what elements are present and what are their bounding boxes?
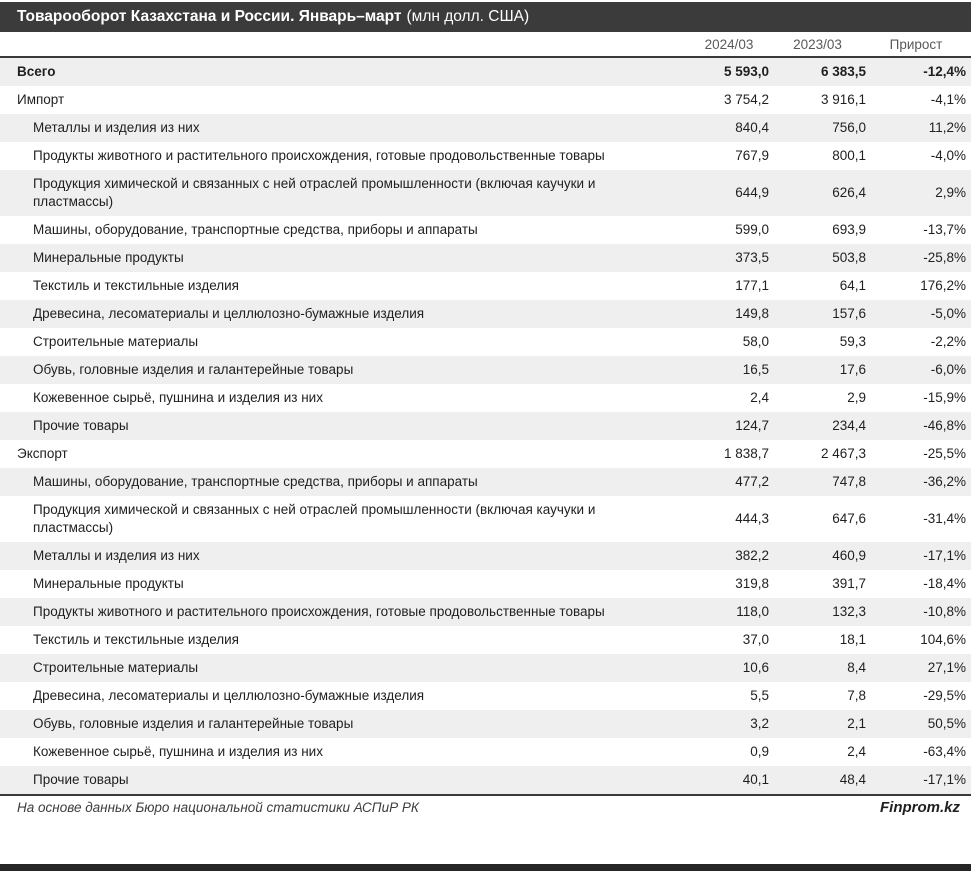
cell-growth: -4,1% [930, 92, 966, 107]
table-row [0, 244, 971, 272]
brand-logo-text: Finprom.kz [879, 798, 960, 816]
column-header-row [0, 32, 971, 58]
cell-value-2024: 599,0 [735, 222, 769, 237]
cell-value-2023: 18,1 [839, 632, 866, 647]
cell-growth: -17,1% [923, 548, 966, 563]
cell-growth: 11,2% [928, 120, 966, 135]
table-row [0, 682, 971, 710]
row-label: Продукция химической и связанных с ней отраслей промышленности (включая каучуки и пластмассы) [33, 502, 596, 535]
cell-value-2023: 2 467,3 [820, 446, 866, 461]
table-row [0, 272, 971, 300]
row-label: Строительные материалы [33, 660, 199, 675]
cell-value-2023: 391,7 [832, 576, 866, 591]
table-row [0, 626, 971, 654]
table-row [0, 356, 971, 384]
cell-growth: -17,1% [923, 772, 966, 787]
row-label: Импорт [17, 92, 65, 107]
cell-value-2023: 2,4 [847, 744, 866, 759]
cell-growth: -5,0% [930, 306, 966, 321]
cell-value-2024: 477,2 [735, 474, 769, 489]
cell-growth: -36,2% [923, 474, 966, 489]
cell-value-2023: 7,8 [847, 688, 866, 703]
table-row [0, 710, 971, 738]
row-label: Металлы и изделия из них [33, 548, 200, 563]
bottom-accent-bar [0, 864, 971, 871]
cell-value-2023: 647,6 [832, 511, 866, 526]
row-label: Текстиль и текстильные изделия [33, 278, 239, 293]
table-row [0, 300, 971, 328]
row-label: Экспорт [17, 446, 68, 461]
cell-growth: -15,9% [923, 390, 966, 405]
cell-growth: 27,1% [927, 660, 966, 675]
row-label: Продукты животного и растительного происхождения, готовые продовольственные товары [33, 148, 605, 163]
cell-value-2023: 626,4 [832, 185, 866, 200]
table-row [0, 766, 971, 794]
cell-value-2023: 6 383,5 [820, 64, 866, 79]
cell-value-2023: 3 916,1 [820, 92, 866, 107]
cell-growth: -29,5% [923, 688, 966, 703]
table-row [0, 440, 971, 468]
cell-value-2024: 767,9 [735, 148, 769, 163]
table-row [0, 114, 971, 142]
page-title-units: (млн долл. США) [406, 8, 530, 25]
cell-value-2024: 177,1 [735, 278, 769, 293]
row-label: Кожевенное сырьё, пушнина и изделия из них [33, 744, 323, 759]
cell-value-2024: 0,9 [750, 744, 769, 759]
cell-value-2024: 37,0 [742, 632, 769, 647]
table-row [0, 170, 971, 216]
row-label: Продукты животного и растительного происхождения, готовые продовольственные товары [33, 604, 605, 619]
cell-value-2024: 5,5 [750, 688, 769, 703]
cell-value-2024: 124,7 [735, 418, 769, 433]
table-row [0, 654, 971, 682]
row-label: Строительные материалы [33, 334, 199, 349]
cell-growth: -31,4% [923, 511, 966, 526]
row-label: Обувь, головные изделия и галантерейные товары [33, 362, 354, 377]
cell-value-2023: 460,9 [832, 548, 866, 563]
column-header-2024: 2024/03 [704, 36, 754, 52]
row-label: Машины, оборудование, транспортные средства, приборы и аппараты [33, 222, 478, 237]
table-row [0, 328, 971, 356]
cell-value-2024: 373,5 [735, 250, 769, 265]
cell-growth: -12,4% [923, 64, 966, 79]
cell-value-2023: 48,4 [839, 772, 866, 787]
cell-value-2024: 644,9 [735, 185, 769, 200]
cell-growth: -10,8% [923, 604, 966, 619]
cell-value-2024: 840,4 [735, 120, 769, 135]
table-row [0, 738, 971, 766]
table-row [0, 412, 971, 440]
table-row [0, 384, 971, 412]
table-body [0, 58, 971, 796]
table-row [0, 496, 971, 542]
table-row [0, 142, 971, 170]
row-label: Всего [17, 64, 56, 79]
cell-growth: -18,4% [923, 576, 966, 591]
table-row [0, 598, 971, 626]
cell-value-2024: 5 593,0 [723, 64, 769, 79]
cell-value-2024: 40,1 [742, 772, 769, 787]
cell-growth: 104,6% [920, 632, 966, 647]
cell-growth: -46,8% [923, 418, 966, 433]
table-row [0, 468, 971, 496]
cell-value-2023: 234,4 [832, 418, 866, 433]
cell-value-2024: 16,5 [742, 362, 769, 377]
cell-value-2024: 444,3 [735, 511, 769, 526]
cell-growth: -25,5% [923, 446, 966, 461]
title-bar [0, 2, 971, 32]
cell-value-2023: 503,8 [832, 250, 866, 265]
row-label: Обувь, головные изделия и галантерейные товары [33, 716, 354, 731]
cell-value-2023: 17,6 [839, 362, 866, 377]
cell-growth: -13,7% [923, 222, 966, 237]
cell-value-2023: 747,8 [832, 474, 866, 489]
cell-growth: 50,5% [927, 716, 966, 731]
column-header-2023: 2023/03 [793, 36, 842, 52]
cell-value-2024: 319,8 [735, 576, 769, 591]
cell-value-2023: 800,1 [832, 148, 866, 163]
cell-growth: -4,0% [930, 148, 966, 163]
cell-value-2023: 8,4 [847, 660, 866, 675]
row-label: Текстиль и текстильные изделия [33, 632, 239, 647]
page-title: Товарооборот Казахстана и России. Январь–март [17, 8, 402, 25]
cell-value-2023: 59,3 [839, 334, 866, 349]
cell-growth: -25,8% [923, 250, 966, 265]
cell-value-2024: 3 754,2 [723, 92, 769, 107]
cell-value-2024: 2,4 [750, 390, 769, 405]
row-label: Минеральные продукты [33, 250, 184, 265]
data-source-note: На основе данных Бюро национальной статистики АСПиР РК [17, 799, 419, 815]
table-row [0, 58, 971, 86]
cell-value-2024: 118,0 [736, 604, 769, 619]
table-row [0, 216, 971, 244]
row-label: Машины, оборудование, транспортные средства, приборы и аппараты [33, 474, 478, 489]
cell-growth: -6,0% [930, 362, 966, 377]
footer-bar [0, 797, 971, 817]
table-row [0, 542, 971, 570]
row-label: Металлы и изделия из них [33, 120, 200, 135]
cell-value-2024: 149,8 [735, 306, 769, 321]
row-label: Прочие товары [33, 772, 129, 787]
cell-value-2023: 693,9 [832, 222, 866, 237]
row-label: Минеральные продукты [33, 576, 184, 591]
row-label: Продукция химической и связанных с ней отраслей промышленности (включая каучуки и пластмассы) [33, 176, 596, 209]
cell-value-2024: 58,0 [742, 334, 769, 349]
cell-value-2023: 64,1 [839, 278, 866, 293]
cell-growth: 176,2% [920, 278, 966, 293]
cell-value-2023: 157,6 [832, 306, 866, 321]
cell-growth: -2,2% [930, 334, 966, 349]
row-label: Кожевенное сырьё, пушнина и изделия из них [33, 390, 323, 405]
cell-value-2023: 132,3 [832, 604, 866, 619]
cell-growth: -63,4% [923, 744, 966, 759]
cell-value-2024: 10,6 [742, 660, 769, 675]
cell-value-2024: 382,2 [735, 548, 769, 563]
cell-value-2023: 2,1 [847, 716, 866, 731]
cell-value-2024: 3,2 [750, 716, 769, 731]
row-label: Прочие товары [33, 418, 129, 433]
cell-growth: 2,9% [935, 185, 966, 200]
cell-value-2024: 1 838,7 [723, 446, 769, 461]
cell-value-2023: 2,9 [847, 390, 866, 405]
row-label: Древесина, лесоматериалы и целлюлозно-бумажные изделия [33, 688, 425, 703]
table-row [0, 570, 971, 598]
cell-value-2023: 756,0 [832, 120, 866, 135]
row-label: Древесина, лесоматериалы и целлюлозно-бумажные изделия [33, 306, 425, 321]
table-row [0, 86, 971, 114]
column-header-growth: Прирост [889, 36, 943, 52]
